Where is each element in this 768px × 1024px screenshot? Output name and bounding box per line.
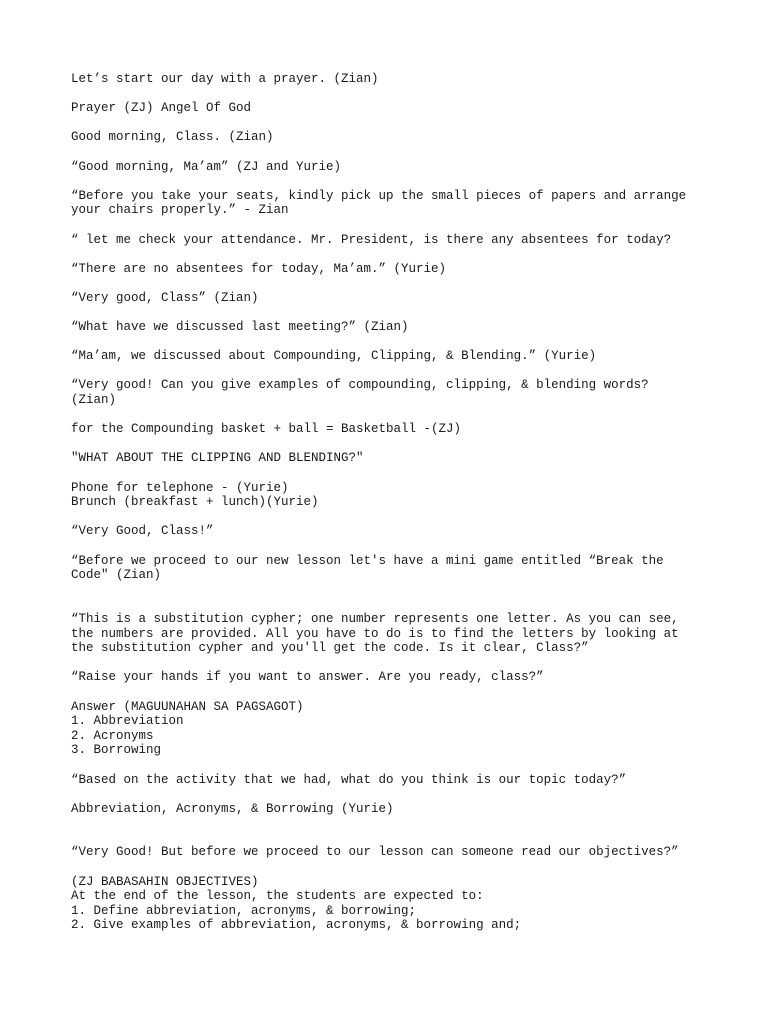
- text-line: Code" (Zian): [71, 568, 162, 583]
- text-line: Good morning, Class. (Zian): [71, 130, 274, 145]
- text-line: (Zian): [71, 393, 117, 408]
- text-line: Let’s start our day with a prayer. (Zian): [71, 72, 379, 86]
- text-line: "WHAT ABOUT THE CLIPPING AND BLENDING?": [71, 451, 364, 466]
- script-paragraph: [71, 612, 711, 656]
- script-paragraph: [71, 845, 711, 860]
- text-line: “Very good! Can you give examples of compounding, clipping, & blending words?: [71, 378, 649, 393]
- document-body: [71, 72, 711, 948]
- text-line: “This is a substitution cypher; one number represents one letter. As you can see,: [71, 611, 679, 626]
- script-paragraph: [71, 875, 711, 933]
- text-line: Brunch (breakfast + lunch)(Yurie): [71, 495, 319, 510]
- text-line: the substitution cypher and you'll get the code. Is it clear, Class?”: [71, 641, 589, 656]
- script-paragraph: [71, 451, 711, 466]
- text-line: “There are no absentees for today, Ma’am.” (Yurie): [71, 261, 447, 276]
- text-line: “What have we discussed last meeting?” (Zian): [71, 320, 409, 335]
- script-paragraph: [71, 233, 711, 248]
- text-line: “Very Good! But before we proceed to our lesson can someone read our objectives?”: [71, 845, 679, 860]
- text-line: Abbreviation, Acronyms, & Borrowing (Yurie): [71, 801, 394, 816]
- script-paragraph: [71, 524, 711, 539]
- text-line: At the end of the lesson, the students are expected to:: [71, 889, 484, 904]
- script-paragraph: [71, 320, 711, 335]
- script-paragraph: [71, 670, 711, 685]
- script-paragraph: [71, 189, 711, 218]
- script-paragraph: [71, 378, 711, 407]
- script-paragraph: [71, 802, 711, 817]
- script-paragraph: [71, 291, 711, 306]
- script-paragraph: [71, 481, 711, 510]
- script-paragraph: [71, 262, 711, 277]
- text-line: “Ma’am, we discussed about Compounding, Clipping, & Blending.” (Yurie): [71, 349, 597, 364]
- text-line: “Before we proceed to our new lesson let's have a mini game entitled “Break the: [71, 553, 664, 568]
- script-paragraph: [71, 349, 711, 364]
- text-line: 2. Give examples of abbreviation, acronyms, & borrowing and;: [71, 918, 522, 933]
- text-line: (ZJ BABASAHIN OBJECTIVES): [71, 874, 259, 889]
- text-line: 3. Borrowing: [71, 743, 162, 758]
- text-line: 2. Acronyms: [71, 728, 154, 743]
- text-line: “Good morning, Ma’am” (ZJ and Yurie): [71, 159, 342, 174]
- text-line: for the Compounding basket + ball = Basketball -(ZJ): [71, 422, 462, 437]
- script-paragraph: [71, 101, 711, 116]
- text-line: “Based on the activity that we had, what do you think is our topic today?”: [71, 772, 627, 787]
- script-paragraph: [71, 160, 711, 175]
- script-paragraph: [71, 554, 711, 583]
- text-line: the numbers are provided. All you have to do is to find the letters by looking at: [71, 626, 679, 641]
- script-paragraph: [71, 72, 711, 87]
- text-line: “Before you take your seats, kindly pick up the small pieces of papers and arrange: [71, 188, 687, 203]
- text-line: 1. Define abbreviation, acronyms, & borrowing;: [71, 903, 417, 918]
- script-paragraph: [71, 700, 711, 758]
- text-line: “Raise your hands if you want to answer. Are you ready, class?”: [71, 670, 544, 685]
- text-line: “Very Good, Class!”: [71, 524, 214, 539]
- text-line: Phone for telephone - (Yurie): [71, 480, 289, 495]
- script-paragraph: [71, 773, 711, 788]
- text-line: your chairs properly.” - Zian: [71, 203, 289, 218]
- text-line: Prayer (ZJ) Angel Of God: [71, 101, 252, 116]
- text-line: “Very good, Class” (Zian): [71, 290, 259, 305]
- script-paragraph: [71, 422, 711, 437]
- script-paragraph: [71, 130, 711, 145]
- text-line: “ let me check your attendance. Mr. President, is there any absentees for today?: [71, 232, 672, 247]
- text-line: Answer (MAGUUNAHAN SA PAGSAGOT): [71, 699, 304, 714]
- text-line: 1. Abbreviation: [71, 714, 184, 729]
